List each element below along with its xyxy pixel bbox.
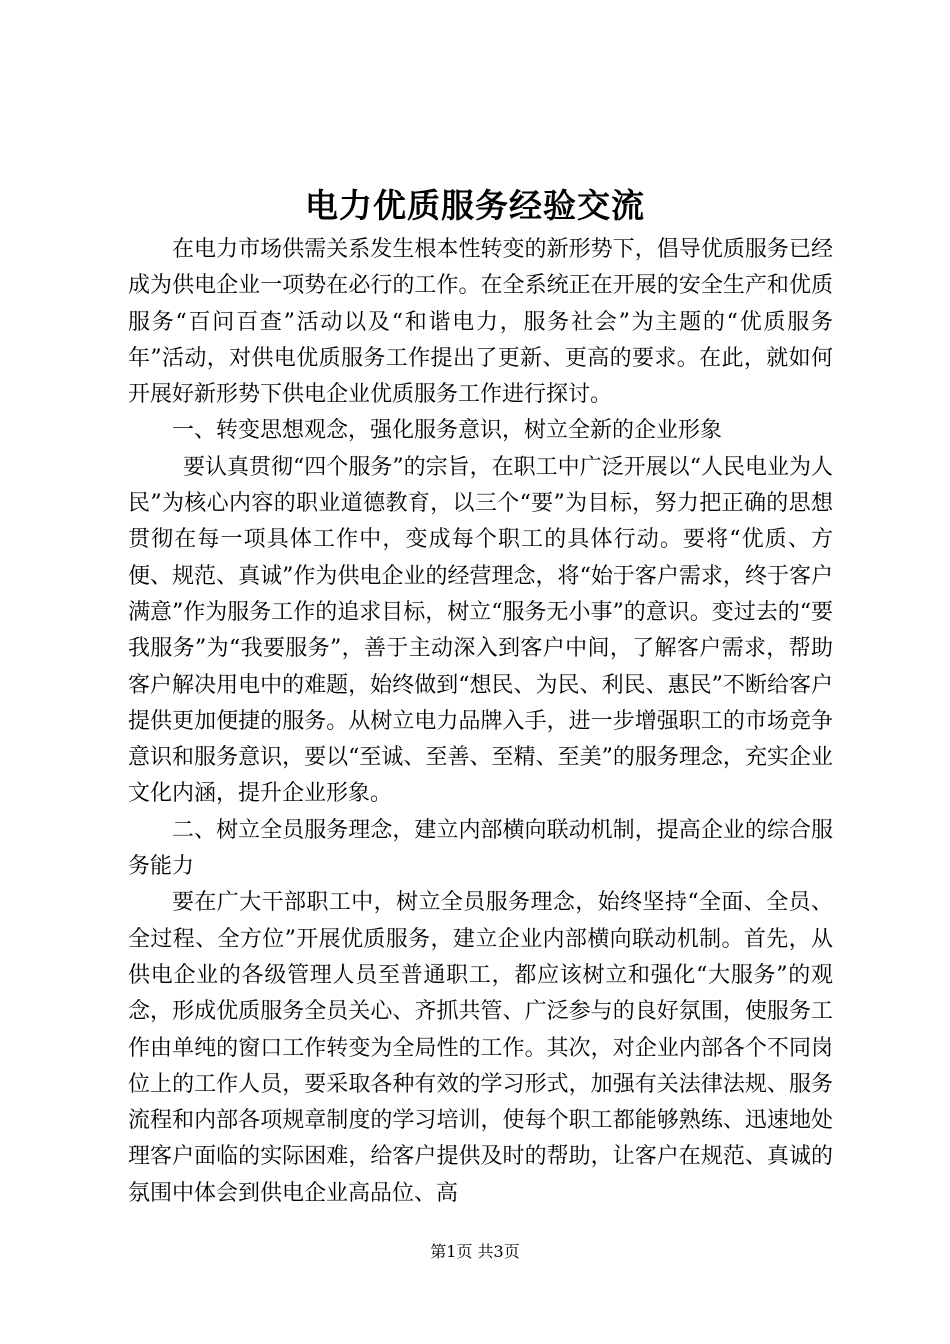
section-heading-2: 二、树立全员服务理念，建立内部横向联动机制，提高企业的综合服务能力 bbox=[128, 817, 833, 880]
document-title: 电力优质服务经验交流 bbox=[305, 186, 645, 225]
document-body bbox=[128, 232, 833, 1212]
paragraph-section-1: 要认真贯彻“四个服务”的宗旨，在职工中广泛开展以“人民电业为人民”为核心内容的职业道德教育，以三个“要”为目标，努力把正确的思想贯彻在每一项具体工作中，变成每个职工的具体行动。要将“优质、方便、规范、真诚”作为供电企业的经营理念，将“始于客户需求，终于客户满意”作为服务工作的追求目标，树立“服务无小事”的意识。变过去的“要我服务”为“我要服务”，善于主动深入到客户中间，了解客户需求，帮助客户解决用电中的难题，始终做到“想民、为民、利民、惠民”不断给客户提供更加便捷的服务。从树立电力品牌入手，进一步增强职工的市场竞争意识和服务意识，要以“至诚、至善、至精、至美”的服务理念，充实企业文化内涵，提升企业形象。 bbox=[128, 454, 833, 807]
paragraph-section-2: 要在广大干部职工中，树立全员服务理念，始终坚持“全面、全员、全过程、全方位”开展优质服务，建立企业内部横向联动机制。首先，从供电企业的各级管理人员至普通职工，都应该树立和强化“大服务”的观念，形成优质服务全员关心、齐抓共管、广泛参与的良好氛围，使服务工作由单纯的窗口工作转变为全局性的工作。其次，对企业内部各个不同岗位上的工作人员，要采取各种有效的学习形式，加强有关法律法规、服务流程和内部各项规章制度的学习培训，使每个职工都能够熟练、迅速地处理客户面临的实际困难，给客户提供及时的帮助，让客户在规范、真诚的氛围中体会到供电企业高品位、高 bbox=[128, 890, 833, 1206]
section-heading-1: 一、转变思想观念，强化服务意识，树立全新的企业形象 bbox=[172, 418, 723, 444]
paragraph-intro: 在电力市场供需关系发生根本性转变的新形势下，倡导优质服务已经成为供电企业一项势在必行的工作。在全系统正在开展的安全生产和优质服务“百问百查”活动以及“和谐电力，服务社会”为主题的“优质服务年”活动，对供电优质服务工作提出了更新、更高的要求。在此，就如何开展好新形势下供电企业优质服务工作进行探讨。 bbox=[128, 237, 833, 408]
page-number-footer: 第1页 共3页 bbox=[430, 1242, 520, 1261]
